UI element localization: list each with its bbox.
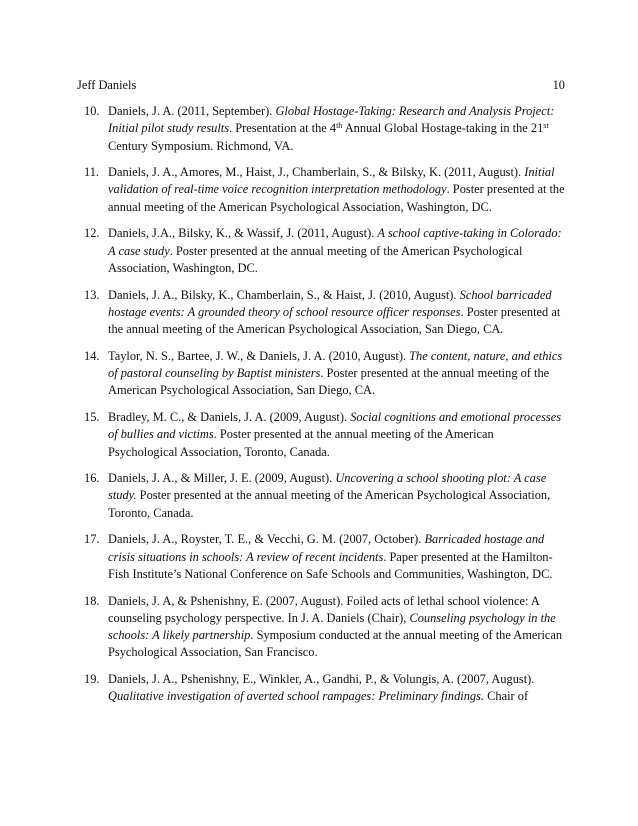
- reference-segment: . Poster presented at the annual meeting of the American Psychological Association, Washington, DC.: [108, 182, 565, 214]
- reference-item: [84, 409, 566, 461]
- reference-segment: Bradley, M. C., & Daniels, J. A. (2009, August).: [108, 409, 351, 424]
- reference-title: The content, nature, and ethics of pastoral counseling by Baptist ministers: [108, 348, 563, 381]
- reference-number: 15.: [84, 409, 100, 424]
- reference-segment: Daniels, J. A., Amores, M., Haist, J., Chamberlain, S., & Bilsky, K. (2011, August).: [108, 165, 525, 180]
- reference-item: [84, 531, 566, 583]
- reference-text: [108, 287, 566, 339]
- reference-number: 13.: [84, 287, 100, 302]
- running-head: [77, 78, 565, 93]
- reference-item: [84, 593, 566, 662]
- reference-title: Initial validation of real-time voice recognition interpretation methodology: [108, 165, 555, 197]
- reference-text: [108, 593, 566, 662]
- superscript-text: th: [336, 121, 343, 131]
- author-name: Jeff Daniels: [77, 78, 137, 92]
- reference-number: 16.: [84, 471, 100, 486]
- reference-title: A school captive-taking in Colorado: A case study: [108, 226, 562, 258]
- reference-segment: Daniels, J. A., & Miller, J. E. (2009, August).: [108, 471, 336, 486]
- reference-number: 17.: [84, 532, 100, 547]
- reference-segment: Daniels, J. A, & Pshenishny, E. (2007, August). Foiled acts of lethal school violence: A counseling psychology perspective. In J. A. Daniels (Chair),: [108, 593, 540, 625]
- reference-title: Barricaded hostage and crisis situations in schools: A review of recent incidents: [108, 532, 545, 564]
- reference-segment: Daniels, J. A., Royster, T. E., & Vecchi, G. M. (2007, October).: [108, 532, 425, 547]
- reference-text: [108, 103, 566, 155]
- reference-text: [108, 225, 566, 277]
- reference-text: [108, 531, 566, 583]
- reference-title: School barricaded hostage events: A grounded theory of school resource officer responses: [108, 287, 552, 319]
- reference-title: Social cognitions and emotional processes of bullies and victims: [108, 409, 562, 442]
- reference-item: [84, 287, 566, 339]
- reference-segment: Chair of: [484, 689, 529, 704]
- reference-number: 14.: [84, 348, 100, 363]
- reference-segment: Daniels, J. A. (2011, September).: [108, 104, 276, 118]
- reference-segment: . Poster presented at the annual meeting of the American Psychological Association, Washington, DC.: [108, 243, 523, 275]
- reference-segment: Annual Global Hostage-taking in the 21: [342, 121, 544, 136]
- reference-segment: Poster presented at the annual meeting of the American Psychological Association, Toronto, Canada.: [108, 488, 551, 520]
- reference-text: [108, 409, 566, 461]
- reference-text: [108, 164, 566, 216]
- reference-item: [84, 470, 566, 522]
- reference-item: [84, 225, 566, 277]
- reference-text: [108, 671, 566, 706]
- reference-text: [108, 470, 566, 522]
- reference-segment: . Paper presented at the Hamilton-Fish Institute’s National Conference on Safe Schools and Communities, Washington, DC.: [108, 549, 553, 581]
- reference-item: [84, 103, 566, 155]
- reference-number: 12.: [84, 226, 100, 241]
- reference-title: Counseling psychology in the schools: A likely partnership: [108, 610, 556, 643]
- superscript-text: st: [543, 121, 549, 131]
- reference-segment: Daniels, J.A., Bilsky, K., & Wassif, J. (2011, August).: [108, 226, 378, 241]
- reference-segment: Daniels, J. A., Bilsky, K., Chamberlain, S., & Haist, J. (2010, August).: [108, 287, 460, 302]
- reference-segment: . Poster presented at the annual meeting of the American Psychological Association, Toronto, Canada.: [108, 427, 494, 459]
- reference-title: Qualitative investigation of averted school rampages: Preliminary findings.: [108, 689, 485, 704]
- reference-segment: . Symposium conducted at the annual meeting of the American Psychological Association, San Francisco.: [108, 628, 563, 660]
- reference-number: 11.: [84, 165, 100, 180]
- reference-text: [108, 348, 566, 400]
- reference-segment: . Poster presented at the annual meeting of the American Psychological Association, San Diego, CA.: [108, 366, 550, 398]
- reference-list: [84, 103, 566, 715]
- reference-title: Global Hostage-Taking: Research and Analysis Project: Initial pilot study results: [108, 104, 555, 136]
- reference-number: 10.: [84, 104, 100, 118]
- reference-segment: Century Symposium. Richmond, VA.: [108, 138, 294, 153]
- reference-number: 18.: [84, 593, 100, 608]
- reference-segment: Daniels, J. A., Pshenishny, E., Winkler, A., Gandhi, P., & Volungis, A. (2007, August).: [108, 671, 535, 686]
- page-number: 10: [552, 78, 565, 92]
- reference-number: 19.: [84, 671, 100, 686]
- reference-segment: Taylor, N. S., Bartee, J. W., & Daniels, J. A. (2010, August).: [108, 348, 410, 363]
- reference-segment: . Presentation at the 4: [229, 121, 337, 136]
- reference-title: Uncovering a school shooting plot: A case study.: [108, 471, 547, 503]
- reference-segment: . Poster presented at the annual meeting of the American Psychological Association, San Diego, CA.: [108, 304, 561, 337]
- reference-item: [84, 348, 566, 400]
- reference-item: [84, 671, 566, 706]
- reference-item: [84, 164, 566, 216]
